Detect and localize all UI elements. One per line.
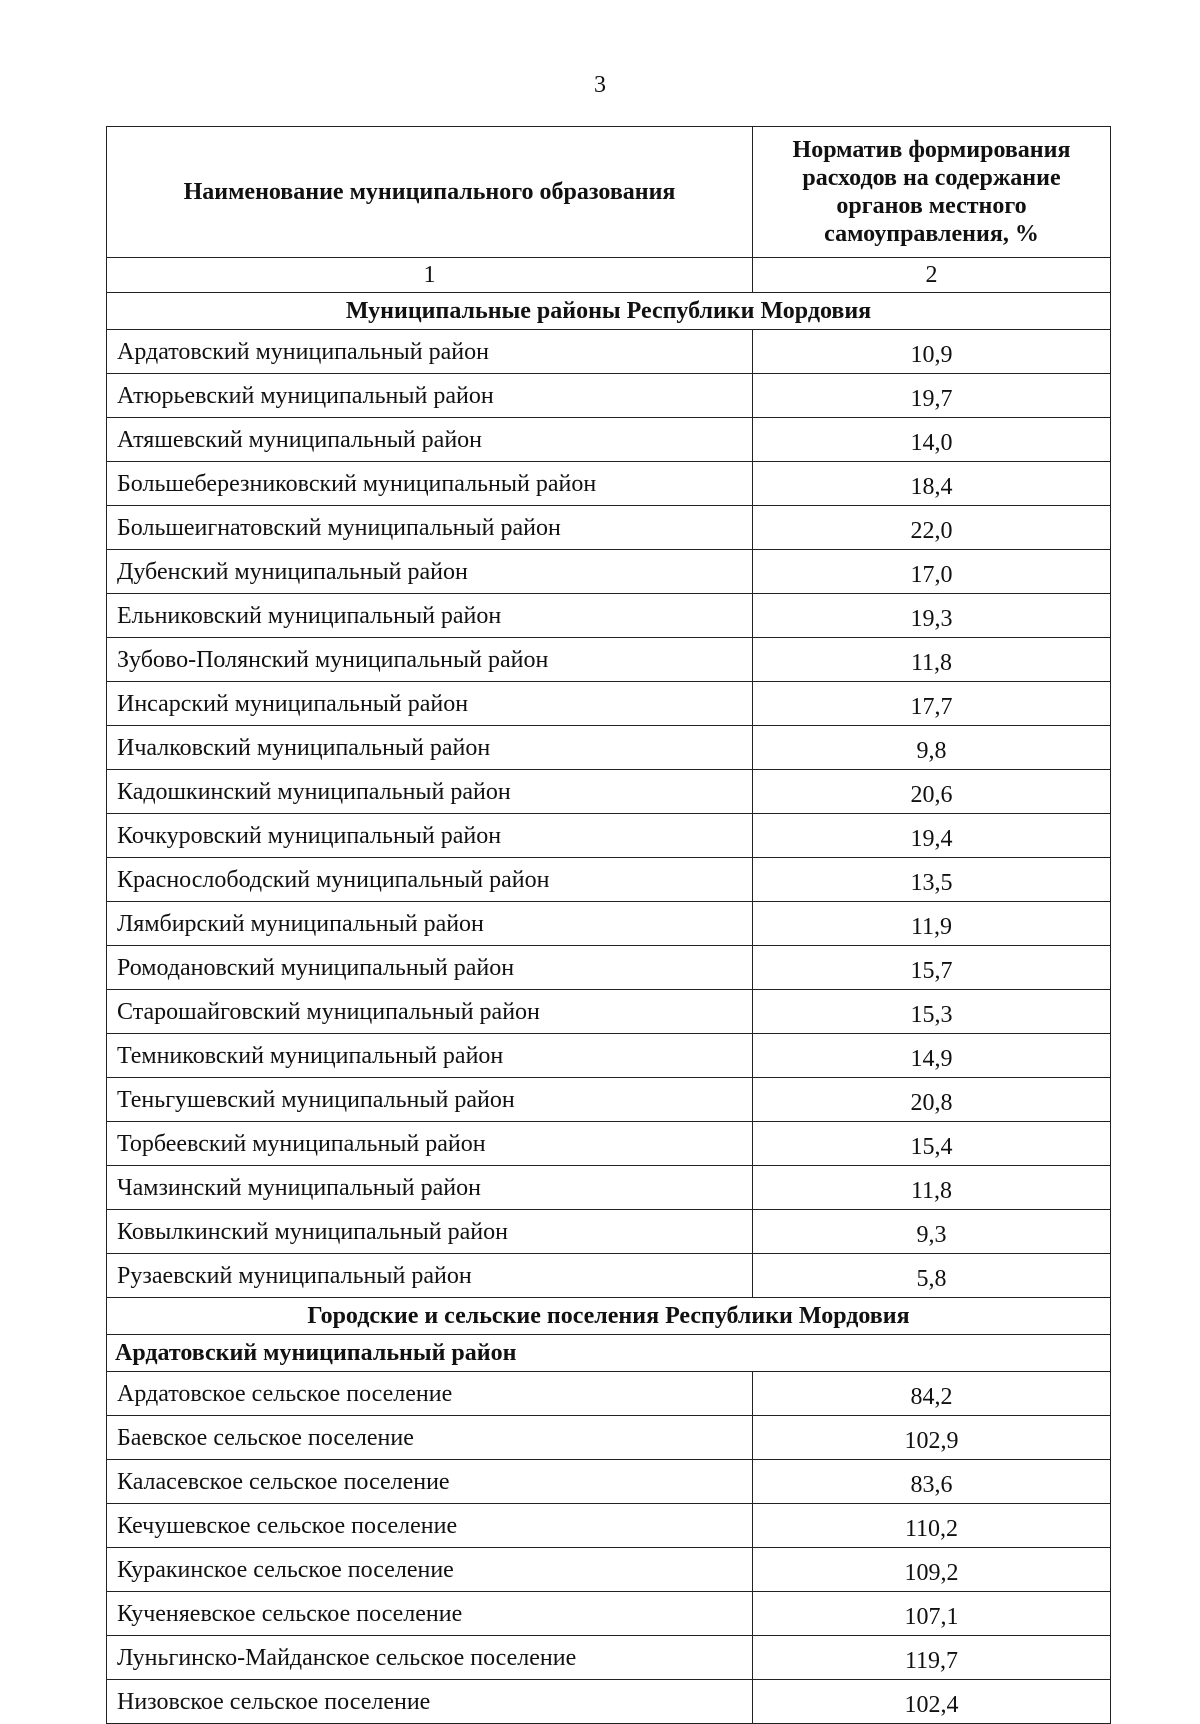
- table-row: [107, 1636, 1111, 1680]
- municipality-name: Темниковский муниципальный район: [107, 1034, 753, 1078]
- municipality-name: Ардатовский муниципальный район: [107, 330, 753, 374]
- norm-value: 83,6: [753, 1460, 1111, 1504]
- municipality-name: Ельниковский муниципальный район: [107, 594, 753, 638]
- norm-value: 15,4: [753, 1122, 1111, 1166]
- municipality-name: Большеберезниковский муниципальный район: [107, 462, 753, 506]
- norm-value: 11,8: [753, 638, 1111, 682]
- table-row: [107, 1504, 1111, 1548]
- municipality-name: Старошайговский муниципальный район: [107, 990, 753, 1034]
- municipality-name: Ромодановский муниципальный район: [107, 946, 753, 990]
- norm-value: 9,8: [753, 726, 1111, 770]
- municipality-name: Луньгинско-Майданское сельское поселение: [107, 1636, 753, 1680]
- norm-value: 110,2: [753, 1504, 1111, 1548]
- norm-value: 17,7: [753, 682, 1111, 726]
- table-row: [107, 1592, 1111, 1636]
- municipality-name: Зубово-Полянский муниципальный район: [107, 638, 753, 682]
- municipality-name: Низовское сельское поселение: [107, 1680, 753, 1724]
- norms-table: [106, 126, 1111, 1724]
- table-row: [107, 330, 1111, 374]
- municipality-name: Баевское сельское поселение: [107, 1416, 753, 1460]
- table-row: [107, 682, 1111, 726]
- municipality-name: Кечушевское сельское поселение: [107, 1504, 753, 1548]
- table-row: [107, 858, 1111, 902]
- table-row: [107, 594, 1111, 638]
- norm-value: 107,1: [753, 1592, 1111, 1636]
- norm-value: 11,8: [753, 1166, 1111, 1210]
- table-row: [107, 1460, 1111, 1504]
- norm-value: 14,0: [753, 418, 1111, 462]
- table-row: [107, 462, 1111, 506]
- municipality-name: Кученяевское сельское поселение: [107, 1592, 753, 1636]
- norm-value: 15,7: [753, 946, 1111, 990]
- norm-value: 9,3: [753, 1210, 1111, 1254]
- header-name-column: Наименование муниципального образования: [107, 127, 753, 258]
- table-row: [107, 638, 1111, 682]
- table-row: [107, 726, 1111, 770]
- table-row: [107, 506, 1111, 550]
- norm-value: 20,6: [753, 770, 1111, 814]
- municipality-name: Рузаевский муниципальный район: [107, 1254, 753, 1298]
- section-heading-settlements: [107, 1298, 1111, 1335]
- page-number: 3: [594, 72, 606, 98]
- section-heading-districts: [107, 293, 1111, 330]
- norm-value: 13,5: [753, 858, 1111, 902]
- norm-value: 15,3: [753, 990, 1111, 1034]
- municipality-name: Торбеевский муниципальный район: [107, 1122, 753, 1166]
- table-row: [107, 418, 1111, 462]
- table-header-row: [107, 127, 1111, 258]
- table-row: [107, 946, 1111, 990]
- table-row: [107, 1680, 1111, 1724]
- norm-value: 19,4: [753, 814, 1111, 858]
- norm-value: 102,4: [753, 1680, 1111, 1724]
- municipality-name: Атюрьевский муниципальный район: [107, 374, 753, 418]
- norm-value: 119,7: [753, 1636, 1111, 1680]
- table-row: [107, 1166, 1111, 1210]
- municipality-name: Ардатовское сельское поселение: [107, 1372, 753, 1416]
- section-title: Муниципальные районы Республики Мордовия: [107, 293, 1111, 330]
- norm-value: 19,3: [753, 594, 1111, 638]
- subsection-title: Ардатовский муниципальный район: [107, 1335, 1111, 1372]
- norm-value: 17,0: [753, 550, 1111, 594]
- subsection-heading-ardatov: [107, 1335, 1111, 1372]
- header-norm-column: Норматив формирования расходов на содержание органов местного самоуправления, %: [753, 127, 1111, 258]
- table-row: [107, 902, 1111, 946]
- norm-value: 18,4: [753, 462, 1111, 506]
- table-row: [107, 1416, 1111, 1460]
- municipality-name: Инсарский муниципальный район: [107, 682, 753, 726]
- municipality-name: Ковылкинский муниципальный район: [107, 1210, 753, 1254]
- municipality-name: Атяшевский муниципальный район: [107, 418, 753, 462]
- column-number-2: 2: [753, 258, 1111, 293]
- norm-value: 14,9: [753, 1034, 1111, 1078]
- norm-value: 20,8: [753, 1078, 1111, 1122]
- norm-value: 102,9: [753, 1416, 1111, 1460]
- municipality-name: Чамзинский муниципальный район: [107, 1166, 753, 1210]
- table-row: [107, 374, 1111, 418]
- table-row: [107, 1034, 1111, 1078]
- municipality-name: Краснослободский муниципальный район: [107, 858, 753, 902]
- municipality-name: Куракинское сельское поселение: [107, 1548, 753, 1592]
- table-row: [107, 1548, 1111, 1592]
- table-row: [107, 1210, 1111, 1254]
- table-row: [107, 770, 1111, 814]
- table-row: [107, 1372, 1111, 1416]
- municipality-name: Большеигнатовский муниципальный район: [107, 506, 753, 550]
- norm-value: 84,2: [753, 1372, 1111, 1416]
- column-number-row: [107, 258, 1111, 293]
- municipality-name: Каласевское сельское поселение: [107, 1460, 753, 1504]
- norm-value: 10,9: [753, 330, 1111, 374]
- norm-value: 109,2: [753, 1548, 1111, 1592]
- table-row: [107, 1078, 1111, 1122]
- table-row: [107, 814, 1111, 858]
- municipality-name: Кадошкинский муниципальный район: [107, 770, 753, 814]
- column-number-1: 1: [107, 258, 753, 293]
- table-row: [107, 550, 1111, 594]
- table-row: [107, 1254, 1111, 1298]
- norm-value: 22,0: [753, 506, 1111, 550]
- municipality-name: Ичалковский муниципальный район: [107, 726, 753, 770]
- norm-value: 19,7: [753, 374, 1111, 418]
- municipality-name: Кочкуровский муниципальный район: [107, 814, 753, 858]
- norm-value: 11,9: [753, 902, 1111, 946]
- table-row: [107, 990, 1111, 1034]
- table-row: [107, 1122, 1111, 1166]
- section-title: Городские и сельские поселения Республики Мордовия: [107, 1298, 1111, 1335]
- municipality-name: Теньгушевский муниципальный район: [107, 1078, 753, 1122]
- norm-value: 5,8: [753, 1254, 1111, 1298]
- municipality-name: Лямбирский муниципальный район: [107, 902, 753, 946]
- municipality-name: Дубенский муниципальный район: [107, 550, 753, 594]
